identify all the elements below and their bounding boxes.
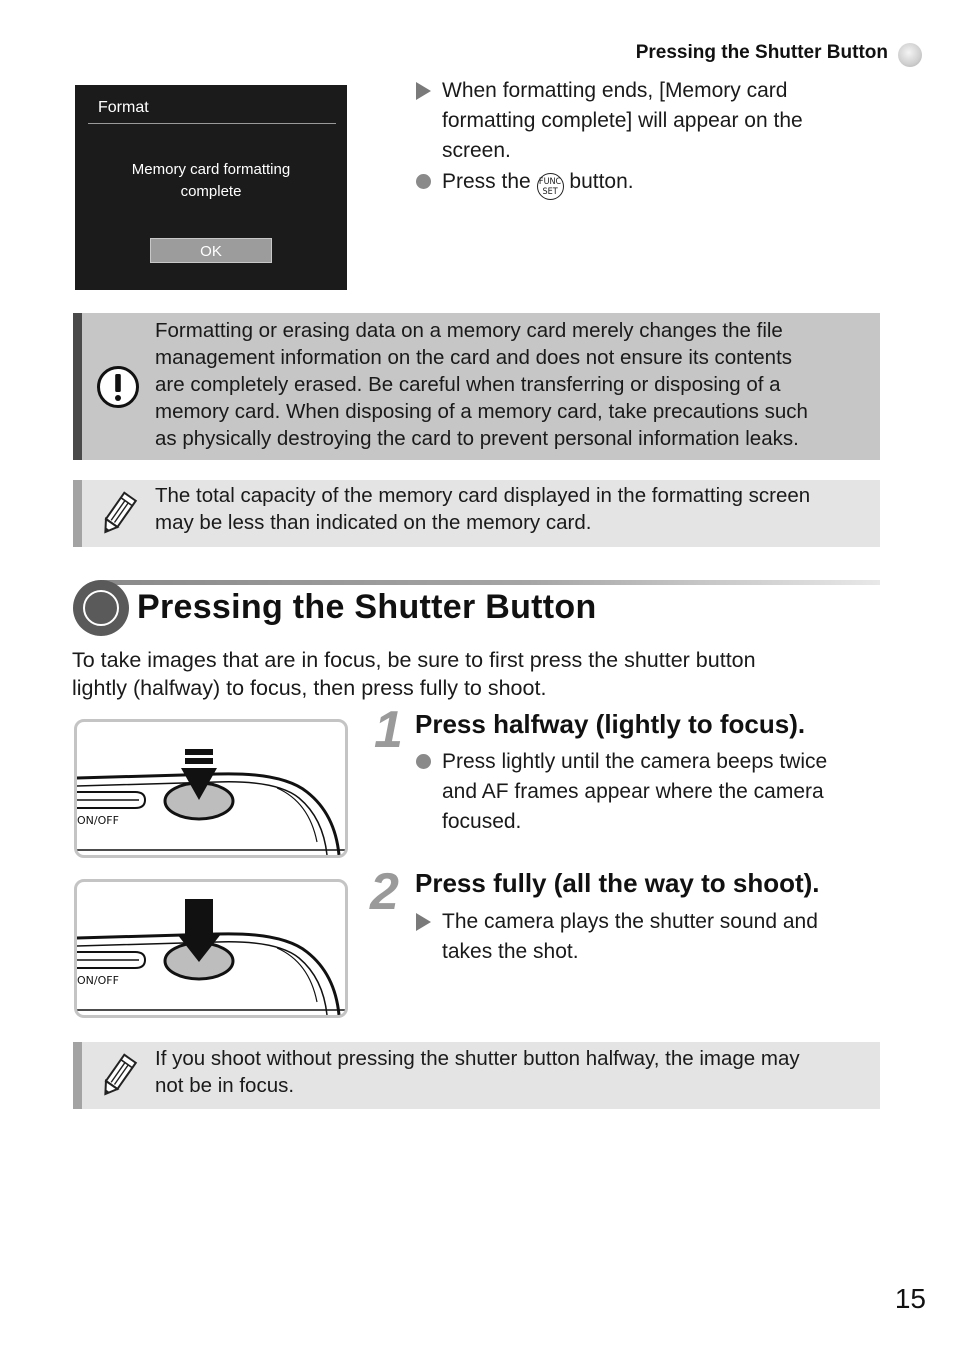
- note-halfway-text: [155, 1045, 800, 1099]
- step-number-1: 1: [374, 701, 403, 759]
- text-line: The total capacity of the memory card displayed in the formatting screen: [155, 484, 811, 507]
- page-number: 15: [894, 1283, 926, 1314]
- step-1-text: [442, 747, 827, 837]
- step-title-1: Press halfway (lightly to focus).: [415, 709, 806, 739]
- press-func-text: [442, 167, 634, 200]
- section-bullet-icon: [73, 580, 129, 636]
- caution-box: [73, 313, 880, 460]
- result-arrow-icon: [416, 82, 431, 100]
- text-line: and AF frames appear where the camera: [442, 780, 824, 803]
- step-title-2: Press fully (all the way to shoot).: [415, 868, 820, 898]
- lcd-ok-button: OK: [150, 238, 272, 263]
- bullet-circle-icon: [416, 174, 431, 189]
- note-box-halfway: [73, 1042, 880, 1109]
- caution-text: [155, 317, 808, 452]
- section-intro: [72, 646, 872, 702]
- text-line: focused.: [442, 810, 522, 833]
- text-line: screen.: [442, 139, 511, 162]
- text-line: When formatting ends, [Memory card: [442, 79, 788, 102]
- step-2-text: [442, 907, 818, 967]
- camera-top-full-press: [77, 882, 345, 1015]
- section-title: Pressing the Shutter Button: [137, 588, 597, 626]
- text-line: management information on the card and does not ensure its contents: [155, 346, 793, 369]
- lcd-message: [75, 159, 347, 203]
- step-number-2: 2: [370, 863, 399, 921]
- on-off-label: ON/OFF: [77, 974, 119, 987]
- lcd-title: Format: [98, 99, 149, 116]
- text-line: Formatting or erasing data on a memory card merely changes the file: [155, 319, 783, 342]
- text-line: may be less than indicated on the memory card.: [155, 511, 592, 534]
- pencil-icon: [98, 491, 138, 537]
- text-line: are completely erased. Be careful when transferring or disposing of a: [155, 373, 781, 396]
- result-arrow-icon: [416, 913, 431, 931]
- func-label: FUNC: [538, 177, 562, 187]
- on-off-label: ON/OFF: [77, 814, 119, 827]
- caution-icon: [96, 365, 140, 409]
- text-line: lightly (halfway) to focus, then press fully to shoot.: [72, 676, 547, 700]
- format-result-text: [442, 76, 803, 166]
- illustration-full-press: [74, 879, 348, 1018]
- section-rule: [100, 580, 880, 585]
- text-line: as physically destroying the card to prevent personal information leaks.: [155, 427, 799, 450]
- illustration-half-press: [74, 719, 348, 858]
- text-line: Press lightly until the camera beeps twice: [442, 750, 828, 773]
- pencil-icon: [98, 1053, 138, 1099]
- text-line: The camera plays the shutter sound and: [442, 910, 818, 933]
- lcd-divider: [88, 123, 336, 124]
- note-capacity-text: [155, 482, 810, 536]
- set-label: SET: [542, 187, 558, 197]
- bullet-circle-icon: [416, 754, 431, 769]
- camera-top-half-press: [77, 722, 345, 855]
- text-line: formatting complete] will appear on the: [442, 109, 803, 132]
- header-dot-icon: [898, 43, 922, 67]
- func-set-icon: [537, 173, 564, 200]
- text-line: takes the shot.: [442, 940, 579, 963]
- lcd-message-line1: Memory card formatting: [131, 161, 291, 178]
- note-box-capacity: [73, 480, 880, 547]
- section-bullet-ring: [83, 590, 119, 626]
- lcd-screenshot: [75, 85, 347, 290]
- text-line: memory card. When disposing of a memory card, take precautions such: [155, 400, 808, 423]
- text-line: If you shoot without pressing the shutter button halfway, the image may: [155, 1047, 800, 1070]
- text-fragment: button.: [569, 170, 634, 193]
- text-line: not be in focus.: [155, 1074, 295, 1097]
- text-fragment: Press the: [442, 170, 531, 193]
- text-line: To take images that are in focus, be sure to first press the shutter button: [72, 648, 756, 672]
- lcd-message-line2: complete: [180, 183, 242, 200]
- running-header: Pressing the Shutter Button: [635, 42, 888, 63]
